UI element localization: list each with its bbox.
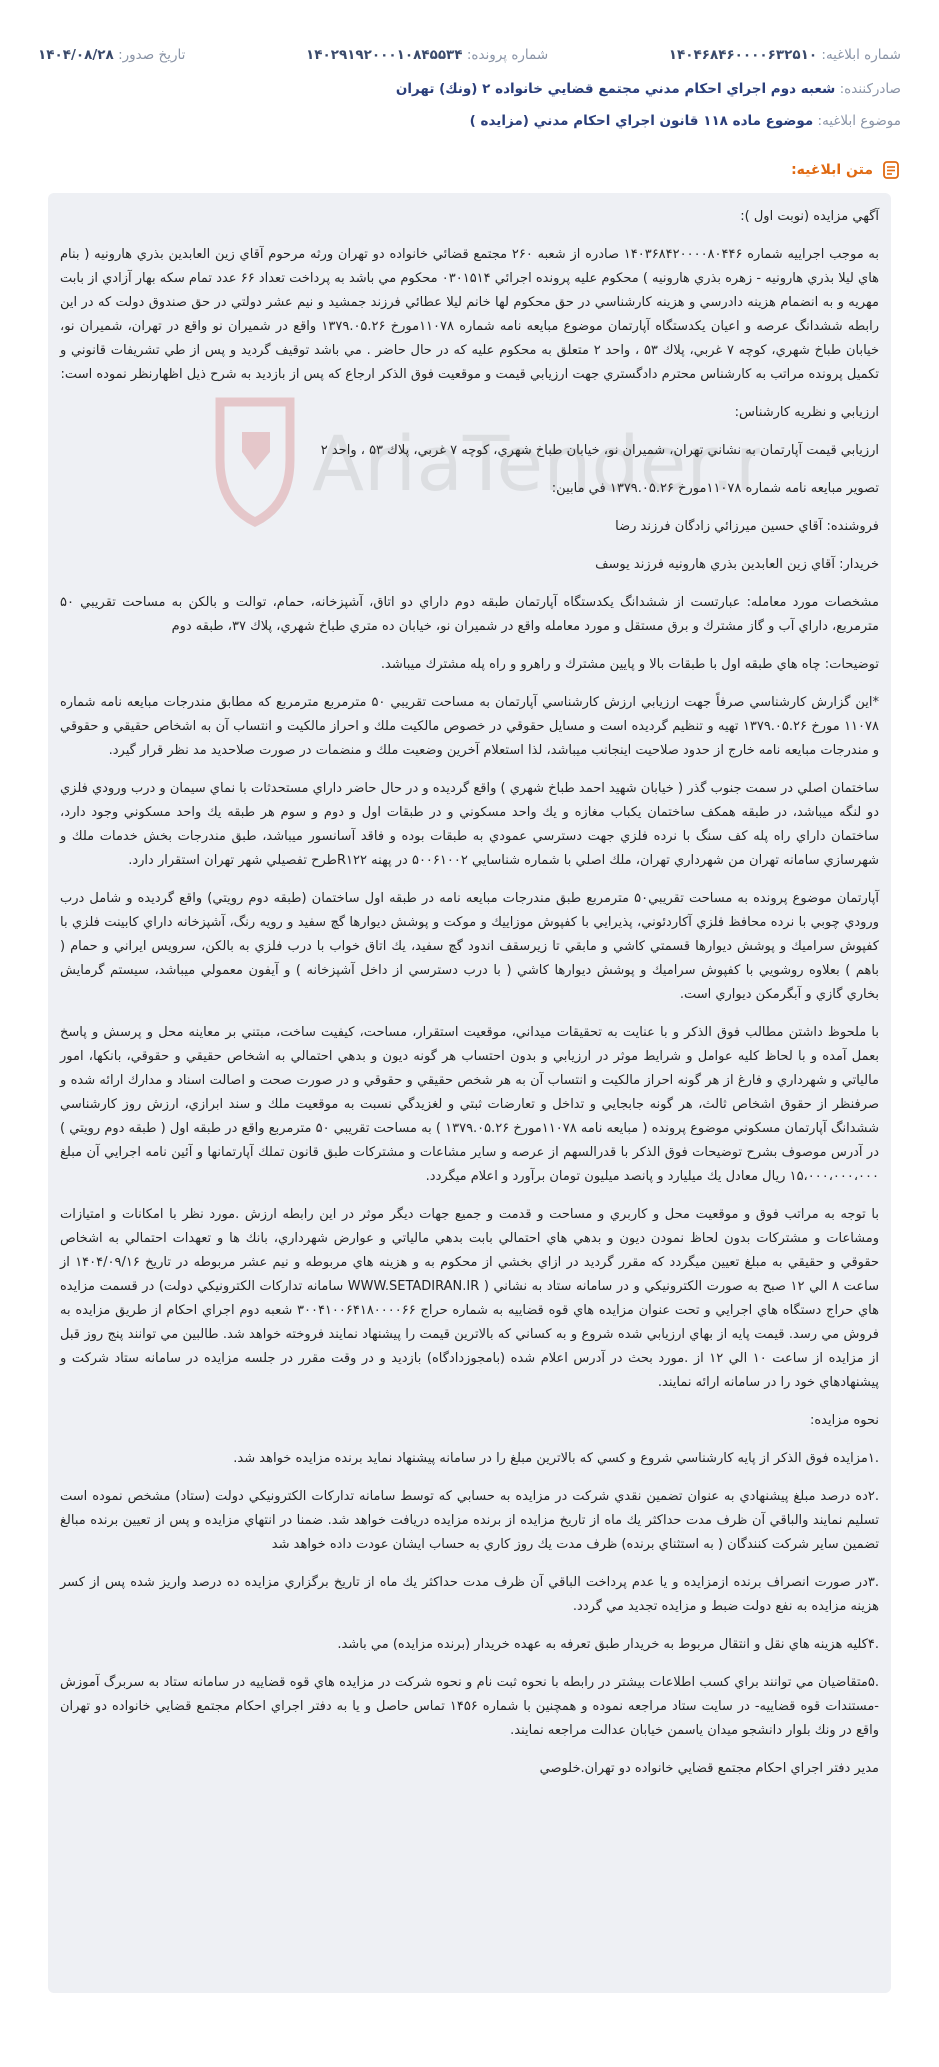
notice-paragraph: تصوير مبايعه نامه شماره ۱۱۰۷۸مورخ ۱۳۷۹.۰۵.۲۶ في مابين: [551, 481, 879, 496]
notice-text-heading [791, 160, 901, 180]
subject-label: موضوع ابلاغیه: [817, 113, 901, 129]
case-number-value: ۱۴۰۲۹۱۹۲۰۰۰۱۰۸۴۵۵۳۴ [305, 47, 463, 63]
issuer-label: صادرکننده: [839, 81, 901, 97]
notice-text-heading-label: متن ابلاغیه: [791, 162, 873, 178]
notice-paragraph: خريدار: آقاي زين العابدين بذري هارونيه فرزند يوسف [595, 557, 879, 572]
issue-date-value: ۱۴۰۴/۰۸/۲۸ [38, 47, 114, 63]
notice-number-label: شماره ابلاغیه: [821, 47, 901, 63]
meta-row-issuer [38, 81, 901, 97]
notice-number-field [669, 47, 901, 63]
notice-paragraph: به موجب اجراييه شماره ۱۴۰۳۶۸۴۲۰۰۰۰۸۰۴۴۶ صادره از شعبه ۲۶۰ مجتمع قضائي خانواده دو تهران ورثه مرحوم آقاي زين العابدين بذري هارونيه ( بنام هاي ليلا بذري هارونيه - زهره بذري هارونيه ) محكوم عليه پرونده اجرائي ۰۳۰۱۵۱۴ محكوم مي باشد به پرداخت تعداد ۶۶ عدد تمام سكه بهار آزادي از بابت مهريه و به انضمام هزينه دادرسي و هزينه كارشناسي در حق محكوم لها خانم ليلا عطائي فرزند جمشيد و نيم عشر دولتي در حق صندوق دولت كه در اين رابطه ششدانگ عرصه و اعيان يكدستگاه آپارتمان موضوع مبايعه نامه شماره ۱۱۰۷۸مورخ ۱۳۷۹.۰۵.۲۶ واقع در شميران نو واقع در تهران، شميران نو، خيابان طباخ شهري، كوچه ۷ غربي، پلاك ۵۳ ، واحد ۲ متعلق به محكوم عليه كه در حال حاضر . مي باشد توقيف گرديد و پس از طي تشريفات قانوني و تكميل پرونده مراتب به كارشناس محترم دادگستري جهت ارزيابي قيمت و موقعيت فوق الذكر ارجاع كه پس از بازديد به شرح ذيل اظهارنظر نموده است: [60, 247, 880, 382]
document-text-icon [881, 160, 901, 180]
notice-paragraph: با ملحوظ داشتن مطالب فوق الذكر و با عنايت به تحقيقات ميداني، موقعيت استقرار، مساحت، كيفيت ساخت، مبتني بر معاينه محل و پرسش و پاسخ بعمل آمده و با لحاظ كليه عوامل و شرايط موثر در ارزيابي و بدون احتساب هر گونه ديون و بدهي احتمالي به اشخاص حقيقي و حقوقي، بانكها، امور مالياتي و شهرداري و فارغ از هر گونه احراز مالكيت و انتساب آن به هر شخص حقيقي و حقوقي و در صورت صحت و اصالت اسناد و مدارك ارائه شده و صرفنظر از حقوق اشخاص ثالث، هر گونه جابجايي و تداخل و تعارضات ثبتي و لغزيدگي نسبت به موقعيت ملك و سند ابرازي، ارزش روز كارشناسي ششدانگ آپارتمان مسكوني موضوع پرونده ( مبايعه نامه ۱۱۰۷۸مورخ ۱۳۷۹.۰۵.۲۶ ) به مساحت تقريبي ۵۰ مترمربع واقع در طبقه اول ( طبقه دوم رويتي ) در آدرس موصوف بشرح توضيحات فوق الذكر با قدرالسهم از عرصه و ساير مشاعات و مشتركات طبق قانون تملك آپارتمانها و آئين نامه اجرايي آن مبلغ ۱۵،۰۰۰،۰۰۰،۰۰۰ ريال معادل يك ميليارد و پانصد ميليون تومان برآورد و اعلام ميگردد. [60, 1025, 879, 1184]
notice-paragraph: ساختمان اصلي در سمت جنوب گذر ( خيابان شهيد احمد طباخ شهري ) واقع گرديده و در حال حاضر داراي مستحدثات با نماي سيمان و درب ورودي فلزي دو لنگه ميباشد، در طبقه همكف ساختمان يكباب مغازه و يك واحد مسكوني و در طبقات اول و دوم و سوم هر طبقه يك واحد مسكوني وجود دارد، ساختمان داراي راه پله كف سنگ با نرده فلزي جهت دسترسي عمودي به طبقات بوده و فاقد آسانسور ميباشد، طبق مندرجات بخش خدمات ملك و شهرسازي سامانه تهران من شهرداري تهران، ملك اصلي با شماره شناسايي ۵۰۰۶۱۰۰۲ در پهنه R۱۲۲طرح تفصيلي شهر تهران استقرار دارد. [60, 781, 879, 868]
meta-row-numbers [38, 47, 901, 63]
notice-paragraph: .۳در صورت انصراف برنده ازمزايده و يا عدم پرداخت الباقي آن ظرف مدت حداكثر يك ماه از تاريخ برگزاري مزايده ده درصد واريز شده پس از كسر هزينه مزايده به نفع دولت ضبط و مزايده تجديد مي گردد. [60, 1575, 879, 1614]
notice-paragraph: نحوه مزايده: [809, 1413, 879, 1428]
notice-paragraph: توضيحات: چاه هاي طبقه اول با طبقات بالا و پايين مشترك و راهرو و راه پله مشترك ميباشد. [380, 657, 879, 672]
issue-date-field [38, 47, 185, 63]
subject-value: موضوع ماده ۱۱۸ قانون اجراي احكام مدني (مزايده ) [469, 113, 814, 129]
notice-paragraph: آپارتمان موضوع پرونده به مساحت تقريبي۵۰ مترمربع طبق مندرجات مبايعه نامه در طبقه اول ساختمان (طبقه دوم رويتي) واقع گرديده و شامل درب ورودي چوبي با نرده محافظ فلزي آكاردئوني، پذيرايي با كفپوش موزاييك و موكت و پوشش ديوارها گچ سفيد و رويه رنگ، آشپزخانه داراي كابينت فلزي با كفپوش سراميك و پوشش ديوارها قسمتي كاشي و مابقي تا زيرسقف اندود گچ سفيد، يك اتاق خواب با درب فلزي به بالكن، سرويس ايراني و حمام ( باهم ) بعلاوه روشويي با كفپوش سراميك و پوشش ديوارها كاشي ( با درب دسترسي از داخل آشپزخانه ) و آيفون معمولي ميباشد، سيستم گرمايش بخاري گازي و آبگرمكن ديواري است. [60, 891, 879, 1002]
notice-paragraph: .۲ده درصد مبلغ پيشنهادي به عنوان تضمين نقدي شركت در مزايده به حسابي كه توسط سامانه تداركات الكترونيكي دولت (ستاد) مشخص نموده است تسليم نمايند والباقي آن ظرف مدت حداكثر يك ماه از تاريخ مزايده از برنده مزايده دريافت خواهد شد. ضمنا در انتهاي مزايده و پس از تعيين برنده مبالغ تضمين ساير شركت كنندگان ( به استثناي برنده) ظرف مدت يك روز كاري به حساب ايشان عودت داده خواهد شد [60, 1489, 879, 1552]
meta-row-subject [38, 113, 901, 129]
notice-paragraph: ارزيابي قيمت آپارتمان به نشاني تهران، شميران نو، خيابان طباخ شهري، كوچه ۷ غربي، پلاك ۵۳ ، واحد ۲ [320, 443, 879, 458]
notice-number-value: ۱۴۰۴۶۸۴۶۰۰۰۰۶۳۲۵۱۰ [668, 47, 818, 63]
notice-paragraph: .۵متقاضيان مي توانند براي كسب اطلاعات بيشتر در رابطه با نحوه ثبت نام و نحوه شركت در مزايده هاي قوه قضاييه در سامانه ستاد به سربرگ آموزش -مستندات قوه قضاييه- در سايت ستاد مراجعه نموده و همچنين با شماره ۱۴۵۶ تماس حاصل و يا به دفتر اجراي احكام مجتمع قضايي خانواده دو تهران واقع در ونك بلوار دانشجو ميدان ياسمن خيابان عدالت مراجعه نمايند. [60, 1675, 879, 1738]
notice-paragraph: .۴كليه هزينه هاي نقل و انتقال مربوط به خريدار طبق تعرفه به عهده خريدار (برنده مزايده) مي باشد. [337, 1637, 879, 1652]
notice-paragraph: ارزيابي و نظريه كارشناس: [734, 405, 879, 420]
case-number-label: شماره پرونده: [466, 47, 549, 63]
notice-paragraph: مدير دفتر اجراي احكام مجتمع قضايي خانواده دو تهران.خلوصي [539, 1761, 879, 1776]
notice-paragraph: *اين گزارش كارشناسي صرفاً جهت ارزيابي ارزش كارشناسي آپارتمان به مساحت تقريبي ۵۰ مترمربع مترمربع كه مطابق مندرجات مبايعه نامه شماره ۱۱۰۷۸ مورخ ۱۳۷۹.۰۵.۲۶ تهيه و تنظيم گرديده است و مسايل حقوقي در خصوص مالكيت ملك و احراز مالكيت و انتساب آن به اشخاص حقيقي و حقوقي و مندرجات مبايعه نامه خارج از حدود صلاحيت اينجانب ميباشد، لذا استعلام آخرين وضعيت ملك و منضمات در صورت صلاحديد مد نظر قرار گيرد. [60, 695, 879, 758]
notice-body-text [60, 205, 879, 1795]
issue-date-label: تاریخ صدور: [118, 47, 186, 63]
notice-paragraph: با توجه به مراتب فوق و موقعيت محل و كاربري و مساحت و قدمت و جميع جهات ديگر موثر در اين رابطه ارزش .مورد نظر با امكانات و امتيازات ومشاعات و مشتركات بدون لحاظ نمودن ديون و بدهي هاي احتمالي بابت بدهي مالياتي و عوارض شهرداري، بانك ها و تعهدات احتمالي به اشخاص حقوقي و حقيقي به مبلغ تعيين ميگردد كه مقرر گرديد در ازاي بخشي از محكوم به و هزينه هاي مربوطه و نيم عشر مربوطه در تاريخ ۱۴۰۴/۰۹/۱۶ از ساعت ۸ الي ۱۲ صبح به صورت الكترونيكي و در سامانه ستاد به نشاني ( WWW.SETADIRAN.IR سامانه تداركات الكترونيكي دولت) در قسمت مزايده هاي حراج دستگاه هاي اجرايي و تحت عنوان مزايده هاي قوه قضاييه به شماره حراج ۳۰۰۴۱۰۰۶۴۱۸۰۰۰۰۶۶ شعبه دوم اجراي احكام از طريق مزايده به فروش مي رسد. قيمت پايه از بهاي ارزيابي شده شروع و به كساني كه بالاترين قيمت را پيشنهاد نمايند فروخته خواهد شد. طالبين مي توانند پنج روز قبل از مزايده از ساعت ۱۰ الي ۱۲ از .مورد بحث در آدرس اعلام شده (بامجوزدادگاه) بازديد و در وقت مقرر در جلسه مزايده در سامانه ستاد شركت و پيشنهادهاي خود را در سامانه ارائه نمايند. [60, 1207, 879, 1390]
case-number-field [306, 47, 548, 63]
issuer-value: شعبه دوم اجراي احكام مدني مجتمع قضايي خانواده ۲ (ونك) تهران [395, 81, 836, 97]
notice-paragraph: .۱مزايده فوق الذكر از پايه كارشناسي شروع و كسي كه بالاترين مبلغ را در سامانه پيشنهاد نمايد برنده مزايده خواهد شد. [233, 1451, 879, 1466]
watermark-brand-text: AriaTender.n [312, 419, 760, 508]
notice-paragraph: آگهي مزايده (نوبت اول ): [740, 209, 879, 224]
notice-paragraph: مشخصات مورد معامله: عبارتست از ششدانگ يكدستگاه آپارتمان طبقه دوم داراي دو اتاق، آشپزخانه، حمام، توالت و بالكن به مساحت تقريبي ۵۰ مترمربع، داراي آب و گاز مشترك و برق مستقل و مورد معامله واقع در شميران نو، خيابان ده متري طباخ شهري، پلاك ۳۷، طبقه دوم [60, 595, 879, 634]
notice-paragraph: فروشنده: آقاي حسين ميرزائي زادگان فرزند رضا [615, 519, 879, 534]
